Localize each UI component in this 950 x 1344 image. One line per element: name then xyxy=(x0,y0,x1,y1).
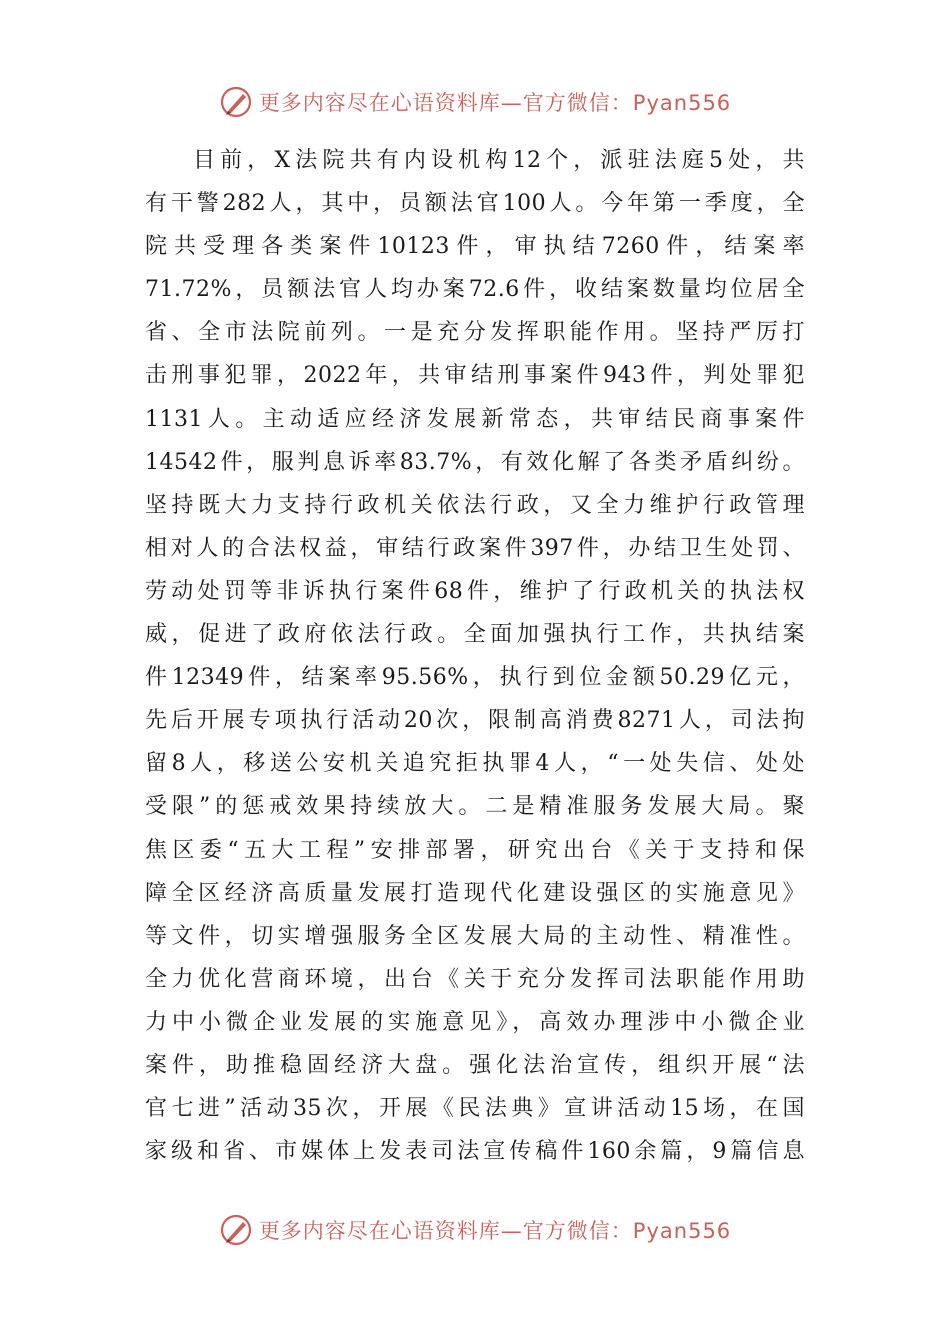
body-line: 受限”的惩戒效果持续放大。二是精准服务发展大局。聚 xyxy=(145,794,805,820)
body-line: 官七进”活动35次，开展《民法典》宣讲活动15场，在国 xyxy=(145,1096,805,1122)
body-line: 家级和省、市媒体上发表司法宣传稿件160余篇，9篇信息 xyxy=(145,1139,805,1165)
body-line: 留8人，移送公安机关追究拒执罪4人，“一处失信、处处 xyxy=(145,751,805,777)
body-line: 件12349件，结案率95.56%，执行到位金额50.29亿元， xyxy=(145,665,805,691)
pen-circle-logo-icon xyxy=(219,1213,253,1247)
body-line: 省、全市法院前列。一是充分发挥职能作用。坚持严厉打 xyxy=(145,320,805,346)
body-line: 相对人的合法权益，审结行政案件397件，办结卫生处罚、 xyxy=(145,535,805,561)
body-line: 击刑事犯罪，2022年，共审结刑事案件943件，判处罪犯 xyxy=(145,363,805,389)
body-line: 力中小微企业发展的实施意见》，高效办理涉中小微企业 xyxy=(145,1009,805,1035)
body-line: 71.72%，员额法官人均办案72.6件，收结案数量均位居全 xyxy=(145,277,805,303)
body-line: 案件，助推稳固经济大盘。强化法治宣传，组织开展“法 xyxy=(145,1052,805,1078)
footer-watermark xyxy=(0,1212,950,1248)
body-line: 坚持既大力支持行政机关依法行政，又全力维护行政管理 xyxy=(145,492,805,518)
watermark-text: 更多内容尽在心语资料库—官方微信：Pyan556 xyxy=(258,1219,732,1243)
body-line: 障全区经济高质量发展打造现代化建设强区的实施意见》 xyxy=(145,880,805,906)
watermark-text: 更多内容尽在心语资料库—官方微信：Pyan556 xyxy=(258,91,732,115)
body-line: 有干警282人，其中，员额法官100人。今年第一季度，全 xyxy=(145,191,805,217)
body-line: 先后开展专项执行活动20次，限制高消费8271人，司法拘 xyxy=(145,708,805,734)
pen-circle-logo-icon xyxy=(219,85,253,119)
body-line: 1131人。主动适应经济发展新常态，共审结民商事案件 xyxy=(145,406,805,432)
body-line: 院共受理各类案件10123件，审执结7260件，结案率 xyxy=(145,234,805,260)
document-body xyxy=(145,139,805,1173)
body-line: 全力优化营商环境，出台《关于充分发挥司法职能作用助 xyxy=(145,966,805,992)
body-line: 等文件，切实增强服务全区发展大局的主动性、精准性。 xyxy=(145,923,805,949)
body-line: 劳动处罚等非诉执行案件68件，维护了行政机关的执法权 xyxy=(145,578,805,604)
body-line: 威，促进了政府依法行政。全面加强执行工作，共执结案 xyxy=(145,622,805,648)
header-watermark xyxy=(0,84,950,120)
body-line: 目前，X法院共有内设机构12个，派驻法庭5处，共 xyxy=(193,148,805,173)
body-line: 焦区委“五大工程”安排部署，研究出台《关于支持和保 xyxy=(145,837,805,863)
body-line: 14542件，服判息诉率83.7%，有效化解了各类矛盾纠纷。 xyxy=(145,449,805,475)
